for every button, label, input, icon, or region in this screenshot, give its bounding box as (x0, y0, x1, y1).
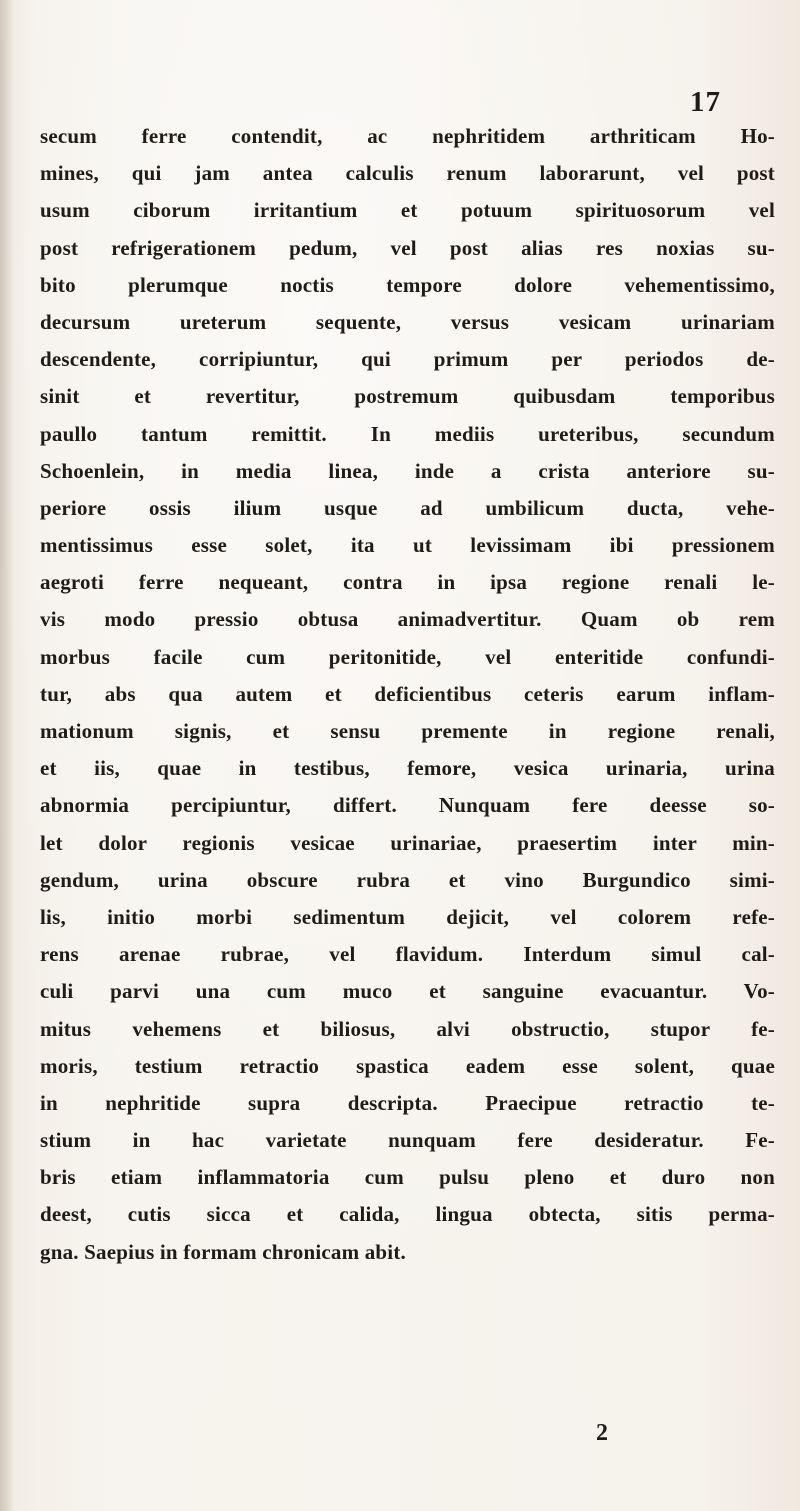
text-line: secum ferre contendit, ac nephritidem arthriticam Ho- (40, 124, 775, 148)
text-line: let dolor regionis vesicae urinariae, praesertim inter min- (40, 830, 775, 855)
text-line: gna. Saepius in formam chronicam abit. (40, 1239, 406, 1264)
text-line: tur, abs qua autem et deficientibus ceteris earum inflam- (40, 681, 775, 706)
page-gutter-shadow (0, 0, 14, 1511)
text-line: aegroti ferre nequeant, contra in ipsa regione renali le- (40, 570, 775, 595)
text-line: vis modo pressio obtusa animadvertitur. Quam ob rem (40, 607, 775, 632)
text-line: post refrigerationem pedum, vel post alias res noxias su- (40, 235, 775, 260)
text-line: usum ciborum irritantium et potuum spirituosorum vel (40, 198, 775, 223)
text-line: paullo tantum remittit. In mediis ureteribus, secundum (40, 421, 775, 446)
text-line: mines, qui jam antea calculis renum laborarunt, vel post (40, 161, 775, 186)
text-line: stium in hac varietate nunquam fere desideratur. Fe- (40, 1128, 775, 1153)
text-line: mitus vehemens et biliosus, alvi obstructio, stupor fe- (40, 1016, 775, 1041)
text-line: in nephritide supra descripta. Praecipue retractio te- (40, 1090, 775, 1115)
text-line: rens arenae rubrae, vel flavidum. Interdum simul cal- (40, 942, 775, 967)
text-line: periore ossis ilium usque ad umbilicum ducta, vehe- (40, 495, 775, 520)
text-line: et iis, quae in testibus, femore, vesica urinaria, urina (40, 756, 775, 781)
text-line: bito plerumque noctis tempore dolore vehementissimo, (40, 272, 775, 297)
text-line: sinit et revertitur, postremum quibusdam temporibus (40, 384, 775, 409)
text-line: descendente, corripiuntur, qui primum per periodos de- (40, 347, 775, 372)
text-line: mentissimus esse solet, ita ut levissimam ibi pressionem (40, 533, 775, 558)
text-line: abnormia percipiuntur, differt. Nunquam fere deesse so- (40, 793, 775, 818)
text-line: mationum signis, et sensu premente in regione renali, (40, 719, 775, 743)
text-line: lis, initio morbi sedimentum dejicit, vel colorem refe- (40, 904, 775, 929)
text-line: decursum ureterum sequente, versus vesicam urinariam (40, 309, 775, 334)
text-line: Schoenlein, in media linea, inde a crista anteriore su- (40, 458, 775, 483)
text-line: deest, cutis sicca et calida, lingua obtecta, sitis perma- (40, 1202, 775, 1227)
body-text (40, 118, 775, 1271)
text-line: gendum, urina obscure rubra et vino Burgundico simi- (40, 867, 775, 892)
text-line: morbus facile cum peritonitide, vel enteritide confundi- (40, 644, 775, 669)
page-number: 17 (690, 86, 721, 118)
text-line: culi parvi una cum muco et sanguine evacuantur. Vo- (40, 979, 775, 1004)
text-line: moris, testium retractio spastica eadem esse solent, quae (40, 1053, 775, 1078)
signature-mark: 2 (596, 1420, 608, 1446)
text-line: bris etiam inflammatoria cum pulsu pleno et duro non (40, 1165, 775, 1190)
